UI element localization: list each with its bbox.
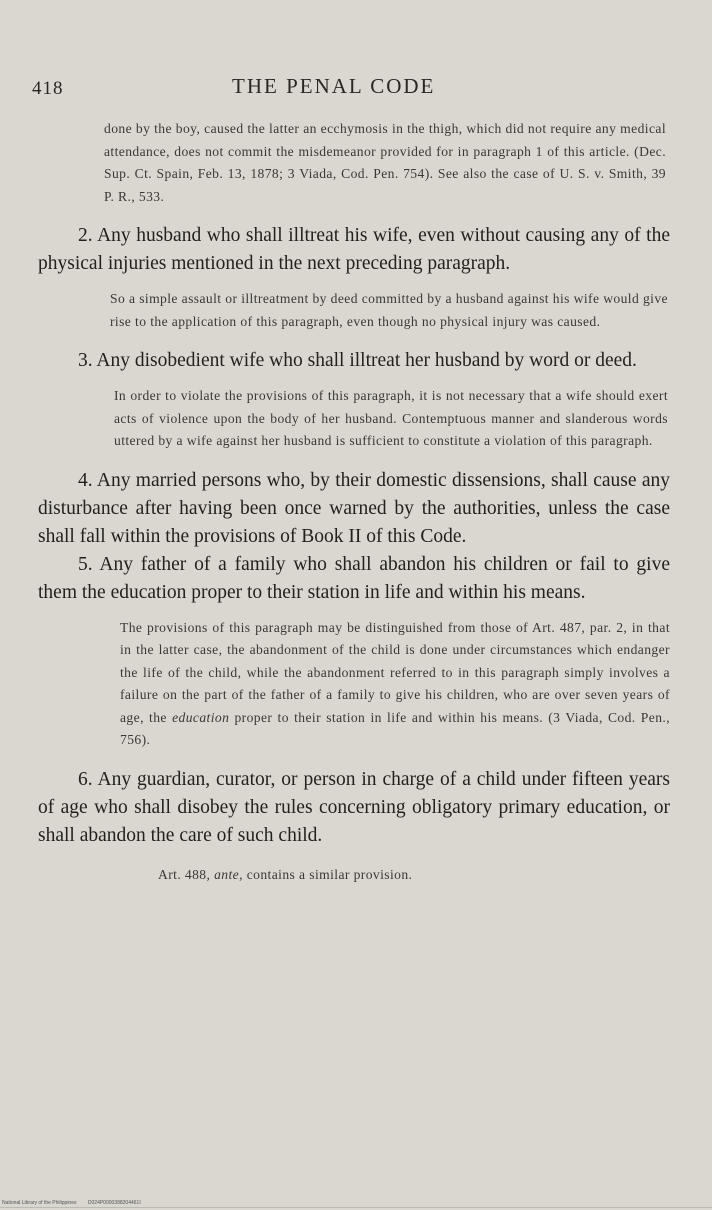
annotation-note: done by the boy, caused the latter an ecchymosis in the thigh, which did not require any medical attendance, does not commit the misdemeanor provided for in paragraph 1 of this article. (Dec. Sup. Ct. Spain, Feb. 13, 1878; 3 Viada, Cod. Pen. 754). See also the case of U. S. v. Smith, 39 P. R., 533. [104,121,666,204]
running-title: THE PENAL CODE [232,74,436,98]
scan-stamp [2,1200,151,1206]
annotation-note: In order to violate the provisions of this paragraph, it is not necessary that a wife should exert acts of violence upon the body of her husband. Contemptuous manner and slanderous words uttered by a wife against her husband is sufficient to constitute a violation of this paragraph. [114,388,668,448]
note-italic-text: education [172,709,230,725]
note-text: , contains a similar provision. [239,866,413,882]
annotation-note [158,864,670,887]
page-number: 418 [32,78,64,99]
page-header [0,72,712,102]
annotation-note: So a simple assault or illtreatment by deed committed by a husband against his wife would give rise to the application of this paragraph, even though no physical injury was caused. [110,291,668,329]
page-body [38,118,670,886]
note-text: proper to their station in life and within his means. (3 Viada, Cod. Pen., 756). [120,709,670,747]
note-text: Art. 488, [158,866,215,882]
paragraph-3: 3. Any disobedient wife who shall illtreat her husband by word or deed. [78,350,637,371]
paragraph-4: 4. Any married persons who, by their domestic dissensions, shall cause any disturbance after having been once warned by the authorities, unless the case shall fall within the provisions of Book II of this Code. [38,469,670,547]
note-italic-text: ante [214,866,240,882]
paragraph-2: 2. Any husband who shall illtreat his wife, even without causing any of the physical injuries mentioned in the next preceding paragraph. [38,225,670,274]
paragraph-5: 5. Any father of a family who shall abandon his children or fail to give them the education proper to their station in life and within his means. [38,553,670,603]
library-name: National Library of the Philippines [2,1200,77,1206]
note-text: The provisions of this paragraph may be distinguished from those of Art. 487, par. 2, in that in the latter case, the abandonment of the child is done under circumstances which endanger the life of the child, while the abandonment referred to in this paragraph simply involves a failure on the part of the father of a family to give his children, who are over seven years of age, the [120,619,670,725]
annotation-note [120,617,670,752]
bottom-rule [0,1207,712,1208]
paragraph-6: 6. Any guardian, curator, or person in charge of a child under fifteen years of age who shall disobey the rules concerning obligatory primary education, or shall abandon the care of such child. [38,768,670,846]
scan-code: D024P0000388204461I [87,1200,141,1206]
